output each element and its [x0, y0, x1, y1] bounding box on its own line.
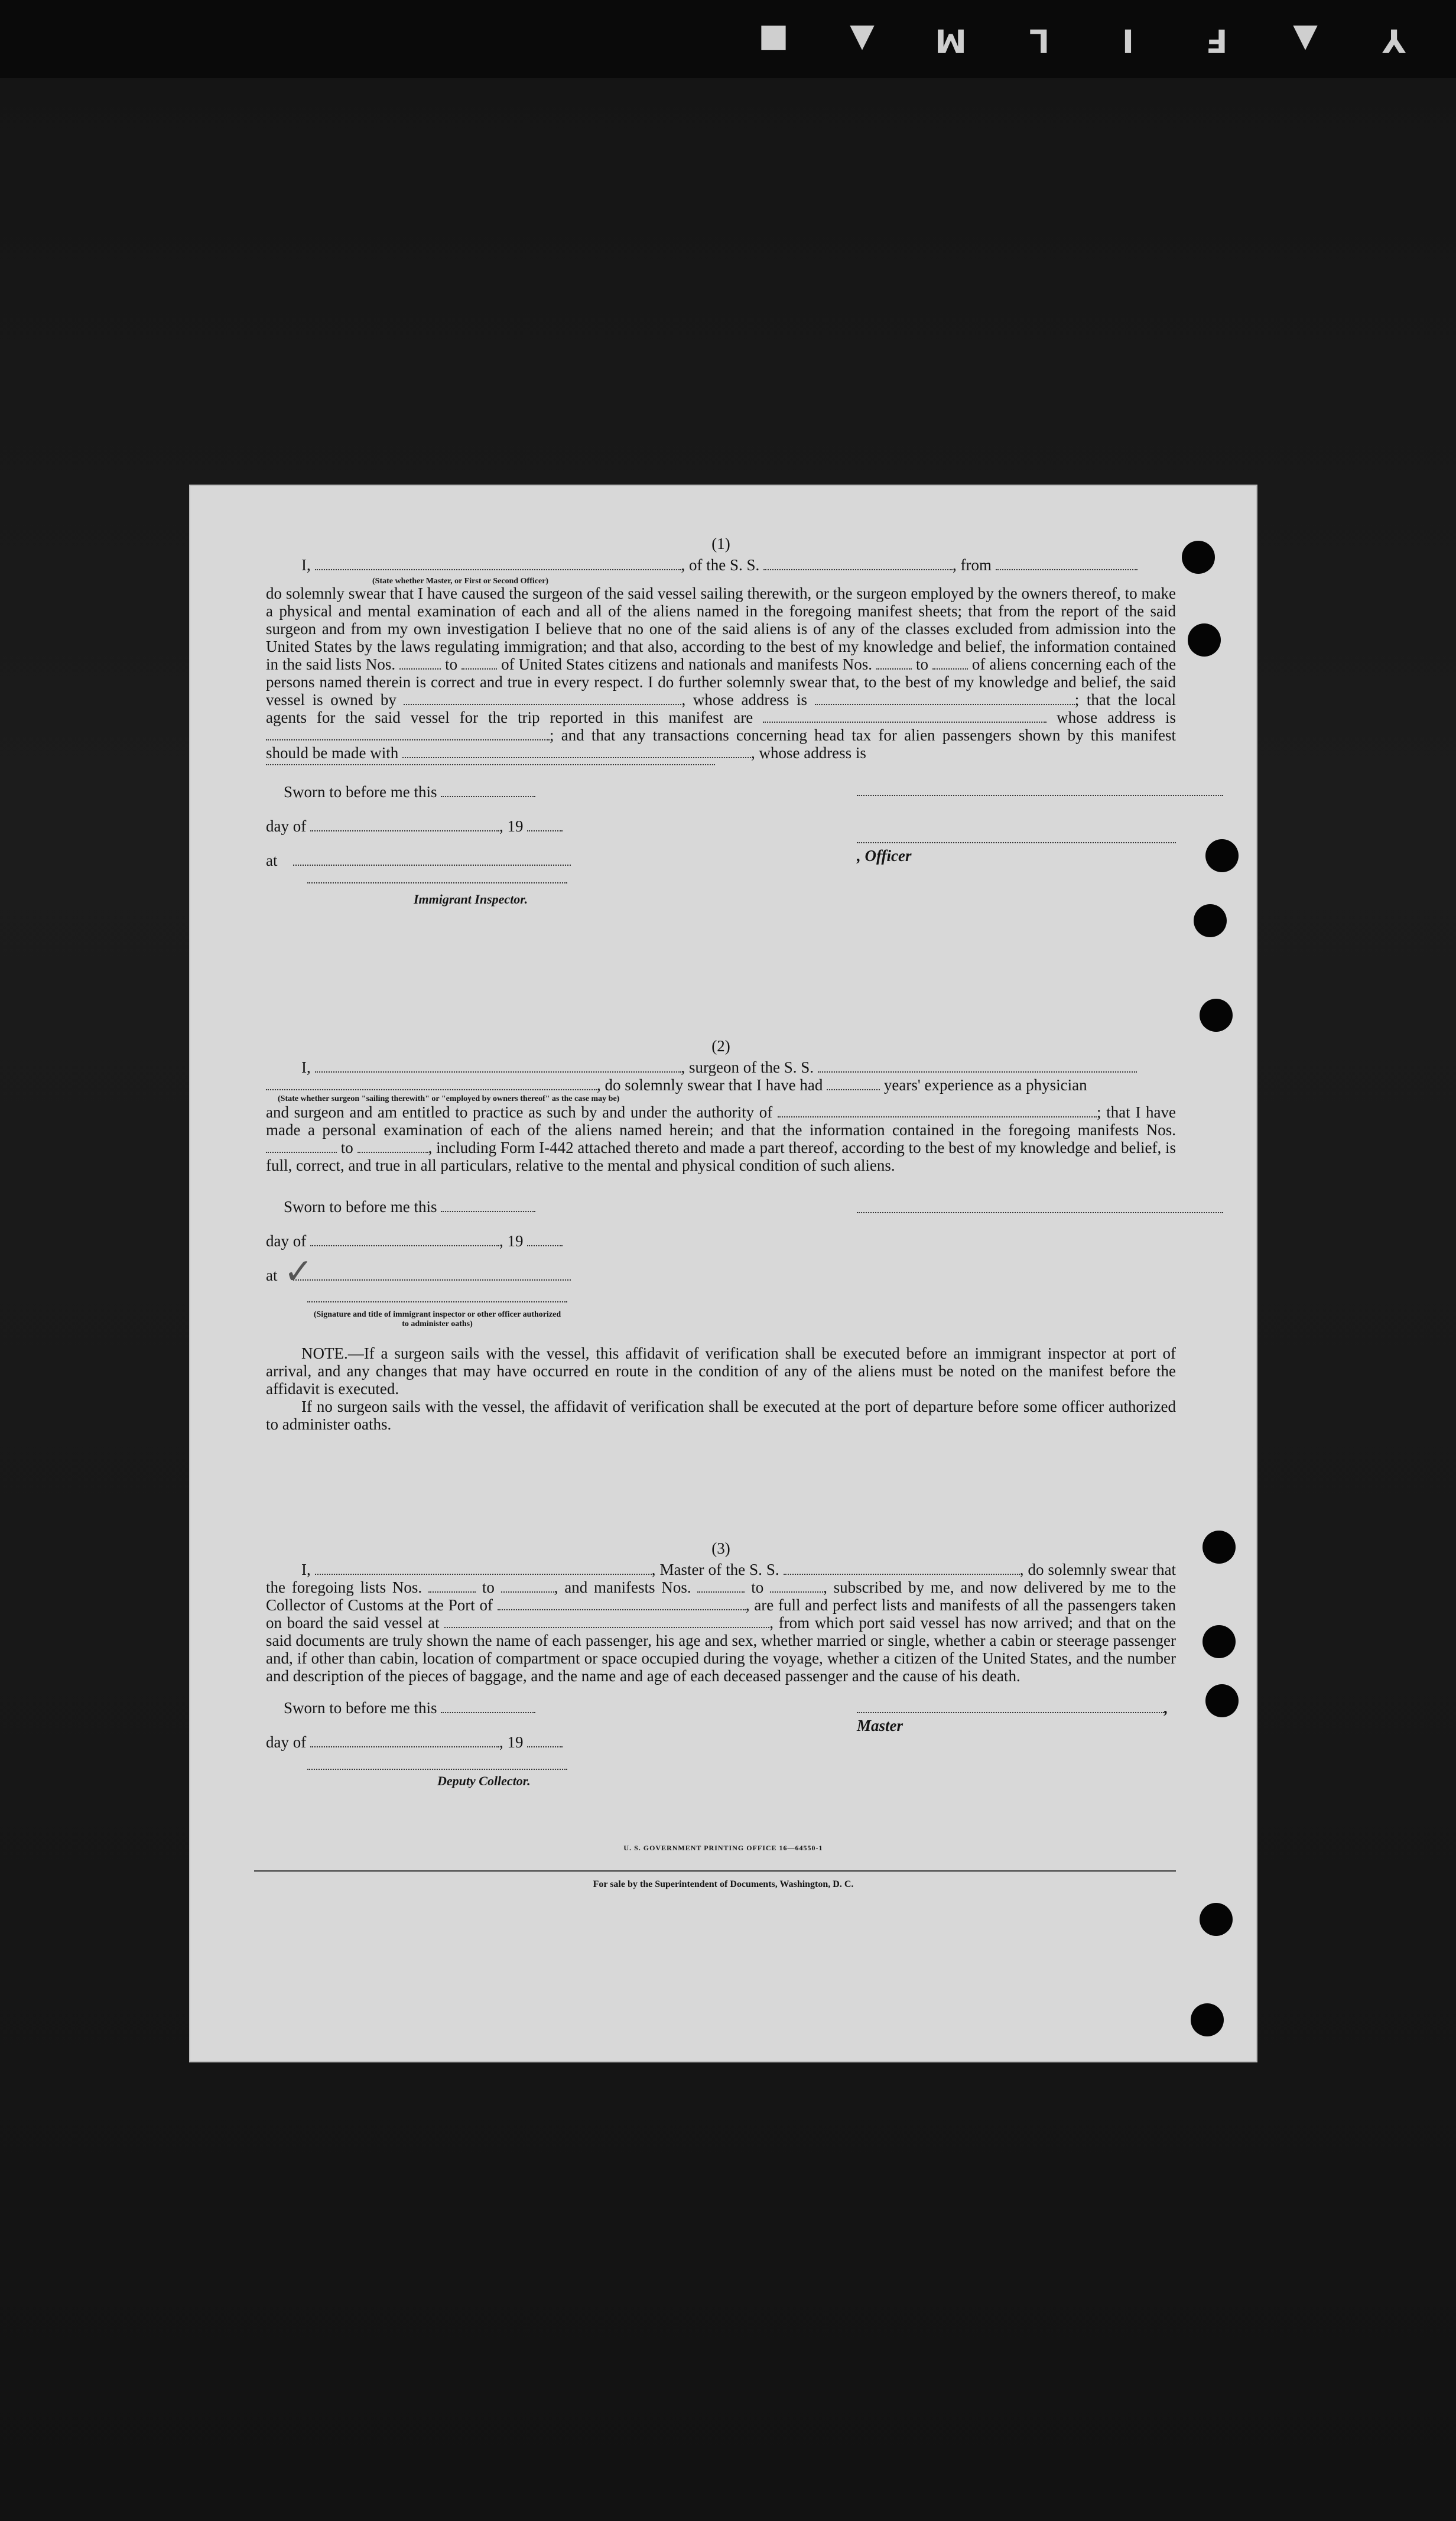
film-mark: L [1029, 21, 1050, 59]
signature-line [857, 1212, 1223, 1213]
film-marks [729, 22, 1438, 58]
text: of United States citizens and nationals and manifests Nos. [501, 655, 872, 673]
blank-field [498, 1596, 746, 1610]
section-3 [266, 1539, 1176, 1794]
punch-hole [1182, 541, 1215, 574]
punch-hole [1202, 1531, 1236, 1564]
paragraph: do solemnly swear that I have caused the surgeon of the said vessel sailing therewith, or the surgeon employed by the owners thereof, to make a physical and mental examination of each and all of the aliens named in the foregoing manifest sheets; that from the report of the said surgeon and from my own investigation I believe that no one of the said aliens is of any of the classes excluded from admission into the United States by the laws regulating immigration; and that also, according to the best of my knowledge and belief, the information contained in the said lists Nos. to of United States citizens and nationals and manifests Nos. to of aliens concerning each of the persons named therein is correct and true in every respect. I do further solemnly swear that, to the best of my knowledge and belief, the said vessel is owned by , whose address is ; that the local agents for the said vessel for the trip reported in this manifest are whose address is ; and that any transactions concerning head tax for alien passengers shown by this manifest should be made with , whose address is [266, 584, 1176, 762]
blank-field [501, 1578, 554, 1593]
punch-hole [1205, 839, 1239, 872]
text: day of [266, 1232, 307, 1250]
blank-field [932, 655, 968, 670]
text: , 19 [499, 817, 524, 835]
text: , of the S. S. [681, 556, 760, 574]
blank-field [876, 655, 912, 670]
text: of aliens concerning each of the persons named therein is correct and true in every respect. I do further solemnly swear that, to the best of my knowledge and belief, the said vessel is owned by [266, 655, 1176, 709]
text: that the local agents for the said vessel for the trip reported in this manifest are [266, 691, 1176, 726]
blank-field [857, 1699, 1164, 1713]
blank-field [310, 1733, 499, 1747]
blank-field [784, 1561, 1020, 1575]
blank-field [996, 556, 1138, 570]
punch-hole [1188, 623, 1221, 657]
section2-signatures [266, 1198, 1176, 1340]
text: day of [266, 1733, 307, 1751]
blank-field [857, 829, 1176, 843]
text: , surgeon of the S. S. [681, 1058, 814, 1076]
text: to [482, 1578, 495, 1596]
text: Sworn to before me this [284, 1699, 437, 1717]
text: , 19 [499, 1232, 524, 1250]
check-mark-icon: ✓ [284, 1252, 314, 1291]
address-line [266, 764, 715, 765]
blank-field [399, 655, 441, 670]
signature-line [307, 882, 567, 883]
punch-hole [1205, 1684, 1239, 1717]
blank-field [293, 852, 571, 866]
section1-line1 [266, 556, 1176, 575]
film-mark: ■ [758, 21, 789, 59]
punch-hole [1194, 904, 1227, 937]
punch-hole [1200, 999, 1233, 1032]
text: Sworn to before me this [284, 1198, 437, 1216]
text: I, [301, 1561, 311, 1578]
blank-field [444, 1614, 769, 1628]
section3-signatures [266, 1699, 1176, 1794]
blank-field [293, 1266, 571, 1281]
document-page [189, 485, 1257, 2062]
deputy-label: Deputy Collector. [437, 1773, 531, 1788]
text: , do solemnly [1019, 1561, 1107, 1578]
blank-field [266, 1139, 337, 1153]
blank-field [441, 783, 535, 797]
blank-field [815, 691, 1075, 705]
blank-field [763, 709, 1046, 723]
paragraph: and surgeon and am entitled to practice as such by and under the authority of ; that I have made a personal examination of each of the aliens named herein; and that the information contained in the foregoing manifests Nos. to , including Form I-442 attached thereto and made a part thereof, according to the best of my knowledge and belief, is full, correct, and true in all particulars, relative to the mental and physical condition of such aliens. [266, 1103, 1176, 1174]
section1-signatures [266, 783, 1176, 937]
text: , whose address is [681, 691, 808, 709]
film-mark: F [1205, 21, 1228, 59]
blank-field [266, 726, 550, 740]
signature-line [857, 795, 1223, 796]
master-label: , Master [857, 1699, 1168, 1734]
blank-field [697, 1578, 745, 1593]
section-1 [266, 535, 1176, 937]
printing-office-line: U. S. GOVERNMENT PRINTING OFFICE 16—64550-1 [623, 1844, 823, 1852]
punch-hole [1200, 1903, 1233, 1936]
blank-field [778, 1103, 1097, 1117]
signature-line [307, 1301, 567, 1302]
blank-field [527, 1232, 563, 1246]
section2-line1 [266, 1058, 1176, 1076]
film-mark: ▲ [1293, 21, 1318, 59]
text: , 19 [499, 1733, 524, 1751]
section-number: (3) [711, 1539, 730, 1557]
blank-field [441, 1198, 535, 1212]
text: to [340, 1139, 353, 1156]
blank-field [310, 817, 499, 831]
text: I, [301, 1058, 311, 1076]
text: , from [953, 556, 992, 574]
blank-field [404, 691, 681, 705]
text: , from which [769, 1614, 854, 1632]
text: to [445, 655, 458, 673]
paragraph [266, 1561, 1176, 1685]
blank-field [315, 1058, 681, 1073]
blank-field [428, 1578, 476, 1593]
blank-field [818, 1058, 1137, 1073]
film-mark: I [1122, 21, 1135, 59]
section-number: (2) [711, 1037, 730, 1055]
blank-field [527, 817, 563, 831]
text: delivered by me to the Collector of Customs at the Port of [266, 1578, 1176, 1614]
section-2 [266, 1037, 1176, 1433]
text: at [266, 1266, 278, 1284]
text: , do solemnly swear that I have had [597, 1076, 823, 1094]
text: at [266, 852, 278, 869]
text: , subscribed by me, and now [823, 1578, 1018, 1596]
footer-rule [254, 1870, 1176, 1872]
blank-field [763, 556, 953, 570]
blank-field [310, 1232, 499, 1246]
signature-line [307, 1769, 567, 1770]
text: to [751, 1578, 764, 1596]
blank-field [462, 655, 497, 670]
film-mark: M [935, 21, 967, 59]
text: , Master of the S. S. [651, 1561, 779, 1578]
blank-field [315, 1561, 652, 1575]
text: Sworn to before me this [284, 783, 437, 801]
text: port said vessel has now arrived; and that on the said documents are truly shown the name of each passenger, his age and sex, whether married or single, whether a cabin or steerage passenger and, if other than cabin, location of compartment or space occupied during the voyage, whether a citizen of the United States, and the number and description of the pieces of baggage, and the name and age of each deceased passenger and the cause of his death. [266, 1614, 1176, 1685]
text: , and manifests Nos. [554, 1578, 691, 1596]
text: day of [266, 817, 307, 835]
note-paragraph: If no surgeon sails with the vessel, the affidavit of verification shall be executed at the port of departure before some officer authorized to administer oaths. [266, 1398, 1176, 1433]
blank-field [770, 1578, 823, 1593]
blank-field [358, 1139, 428, 1153]
punch-hole [1202, 1625, 1236, 1658]
blank-field [527, 1733, 563, 1747]
punch-hole [1191, 2003, 1224, 2036]
text: , including Form I-442 attached thereto and made a part thereof, according to the best of my knowledge and belief, is full, correct, and true in all particulars, relative to the mental and physical condition of such aliens. [266, 1139, 1176, 1174]
blank-field [315, 556, 681, 570]
signature-caption: (Signature and title of immigrant inspector or other officer authorized to administer oaths) [313, 1310, 561, 1328]
text: I, [301, 556, 311, 574]
film-header [0, 0, 1456, 78]
text: , whose address is [750, 744, 866, 762]
text: ; and that any transactions concerning head tax for alien passengers shown by this manifest should be made with [266, 726, 1176, 762]
field-caption: (State whether Master, or First or Second Officer) [372, 577, 549, 586]
blank-field [827, 1076, 880, 1090]
note-paragraph [266, 1344, 1176, 1398]
officer-label: , Officer [857, 847, 912, 865]
text: and surgeon and am entitled to practice as such by and under the authority of [266, 1103, 773, 1121]
text: do solemnly swear that I have caused the surgeon of the said vessel sailing therewith, or the surgeon employed by the owners thereof, to make a physical and mental examination of each and all of the aliens named in the foregoing manifest sheets; that from the report of the said surgeon and from my own investigation I believe that no one of the said aliens is of any of the classes excluded from admission into the United States by the laws regulating immigration; and that also, according to the best of my knowledge and belief, the information contained in the said lists Nos. [266, 584, 1176, 673]
text: whose address is [1057, 709, 1176, 726]
text: manifests of all the passengers taken on board the said vessel at [266, 1596, 1176, 1632]
text: swear that the foregoing lists Nos. [266, 1561, 1176, 1596]
text: years' experience as a physician [883, 1076, 1087, 1094]
text: that I have made a personal examination of each of the aliens named herein; and that the information contained in the foregoing manifests Nos. [266, 1103, 1176, 1139]
sale-notice: For sale by the Superintendent of Documents, Washington, D. C. [593, 1879, 854, 1889]
blank-field [266, 1076, 597, 1090]
film-mark: Y [1382, 21, 1406, 59]
text: , are full and perfect lists and [745, 1596, 935, 1614]
section-number: (1) [711, 535, 730, 553]
field-caption: (State whether surgeon "sailing therewith" or "employed by owners thereof" as the case may be) [278, 1094, 620, 1103]
inspector-label: Immigrant Inspector. [414, 892, 528, 907]
text: to [915, 655, 928, 673]
film-mark: ▲ [850, 21, 875, 59]
blank-field [402, 744, 751, 758]
blank-field [441, 1699, 535, 1713]
text: —If a surgeon sails with the vessel, this affidavit of verification shall be executed before an immigrant inspector at port of arrival, and any changes that may have occurred en route in the condition of any of the aliens must be noted on the manifest before the affidavit is executed. [266, 1344, 1176, 1398]
note-label: NOTE. [301, 1344, 348, 1362]
